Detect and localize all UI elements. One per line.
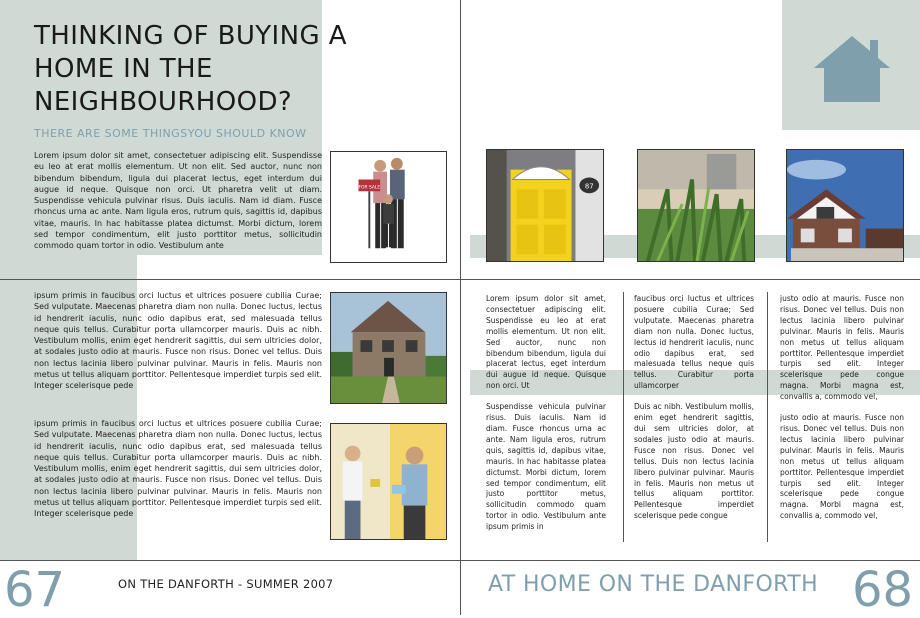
subtitle: THERE ARE SOME THINGSYOU SHOULD KNOW [34, 127, 307, 140]
photo-family-for-sale [330, 151, 447, 263]
footer-right-text: AT HOME ON THE DANFORTH [488, 572, 819, 597]
photo-yellow-door [486, 149, 604, 262]
column-divider-1 [623, 292, 624, 542]
body-paragraph-2: ipsum primis in faucibus orci luctus et ultrices posuere cubilia Curae; Sed vulputate. Maecenas pharetra diam non nulla. Donec luctus, lectus id hendrerit iaculis, nunc odio dapibus erat, sed malesuada tellus neque quis tellus. Curabitur porta ullamcorper mauris. Duis ac nibh. Vestibulum mollis, enim eget hendrerit sagittis, dui sem ultricies dolor, at sodales justo odio at mauris. Fusce non risus. Donec vel tellus. Duis non lectus lacinia libero pulvinar pulvinar. Mauris in felis. Mauris non metus ut tellus aliquam porttitor. Pellentesque imperdiet turpis sed elit. Integer scelerisque pede [34, 291, 322, 391]
photo-gabled-house [786, 149, 904, 262]
column-3-paragraph-1: justo odio at mauris. Fusce non risus. Donec vel tellus. Duis non lectus lacinia libero pulvinar pulvinar. Mauris in felis. Mauris non metus ut tellus aliquam porttitor. Pellentesque imperdiet turpis sed elit. Integer scelerisque pede congue magna. Morbi magna est, convallis a, commodo vel, [780, 294, 904, 402]
column-1-paragraph-2: Suspendisse vehicula pulvinar risus. Duis iaculis. Nam id diam. Fusce rhoncus urna ac ante. Nam ligula eros, rutrum quis, sagittis id, dapibus vitae, mauris. In hac habitasse platea dictumst. Morbi dictum, lorem sed tempor condimentum, elit justo porttitor metus, sollicitudin commodo quam tortor in odio. Vestibulum ante ipsum primis in [486, 402, 606, 532]
column-1-paragraph-1: Lorem ipsum dolor sit amet, consectetuer adipiscing elit. Suspendisse eu leo at erat mollis elementum. Ut non elit. Sed auctor, nunc non bibendum bibendum, ligula dui placerat lectus, eget interdum dui augue id neque. Quisque non orci. Ut [486, 294, 606, 391]
text-column-2 [634, 294, 754, 540]
body-paragraph-1: Lorem ipsum dolor sit amet, consectetuer adipiscing elit. Suspendisse eu leo at erat mollis elementum. Ut non elit. Sed auctor, nunc non bibendum bibendum, ligula dui placerat lectus, eget interdum dui augue id neque. Quisque non orci. Ut pharetra velit ut diam. Suspendisse vehicula pulvinar risus. Duis iaculis. Nam id diam. Fusce rhoncus urna ac ante. Nam ligula eros, rutrum quis, sagittis id, dapibus vitae, mauris. In hac habitasse platea dictumst. Morbi dictum, lorem sed tempor condimentum, elit justo porttitor metus, sollicitudin commodo quam tortor in odio. Vestibulum ante [34, 151, 322, 251]
house-icon [812, 34, 892, 104]
page-title [34, 20, 414, 119]
page-number-right: 68 [852, 562, 914, 618]
column-3-paragraph-2: justo odio at mauris. Fusce non risus. Donec vel tellus. Duis non lectus lacinia libero pulvinar pulvinar. Mauris in felis. Mauris non metus ut tellus aliquam porttitor. Pellentesque imperdiet turpis sed elit. Integer scelerisque pede congue magna. Morbi magna est, convallis a, commodo vel, [780, 413, 904, 521]
horizontal-rule-bottom [0, 560, 920, 561]
text-column-3 [780, 294, 904, 540]
center-spine [460, 0, 461, 615]
horizontal-rule-top [0, 279, 920, 280]
photo-painting-couple [330, 423, 447, 540]
house-number: 87 [584, 182, 594, 191]
footer-left-text: ON THE DANFORTH - SUMMER 2007 [118, 577, 334, 591]
title-line-1: THINKING OF BUYING A [34, 21, 347, 51]
photo-stone-house [330, 292, 447, 404]
body-paragraph-3: ipsum primis in faucibus orci luctus et ultrices posuere cubilia Curae; Sed vulputate. Maecenas pharetra diam non nulla. Donec luctus, lectus id hendrerit iaculis, nunc odio dapibus erat, sed malesuada tellus neque quis tellus. Curabitur porta ullamcorper mauris. Duis ac nibh. Vestibulum mollis, enim eget hendrerit sagittis, dui sem ultricies dolor, at sodales justo odio at mauris. Fusce non risus. Donec vel tellus. Duis non lectus lacinia libero pulvinar pulvinar. Mauris in felis. Mauris non metus ut tellus aliquam porttitor. Pellentesque imperdiet turpis sed elit. Integer scelerisque pede [34, 419, 322, 519]
column-2-paragraph-2: Duis ac nibh. Vestibulum mollis, enim eget hendrerit sagittis, dui sem ultricies dolor, at sodales justo odio at mauris. Fusce non risus. Donec vel tellus. Duis non lectus lacinia libero pulvinar pulvinar. Mauris in felis. Mauris non metus ut tellus aliquam porttitor. Pellentesque imperdiet scelerisque pede congue [634, 402, 754, 521]
column-divider-2 [767, 292, 768, 542]
column-2-paragraph-1: faucibus orci luctus et ultrices posuere cubilia Curae; Sed vulputate. Maecenas pharetra diam non nulla. Donec luctus, lectus id hendrerit iaculis, nunc odio dapibus erat, sed malesuada tellus neque quis tellus. Curabitur porta ullamcorper [634, 294, 754, 391]
title-line-2: HOME IN THE [34, 54, 213, 84]
title-line-3: NEIGHBOURHOOD? [34, 87, 293, 117]
page-number-left: 67 [4, 562, 66, 618]
text-column-1 [486, 294, 606, 540]
sign-text: FOR SALE [358, 185, 381, 191]
photo-garden-grass [637, 149, 755, 262]
